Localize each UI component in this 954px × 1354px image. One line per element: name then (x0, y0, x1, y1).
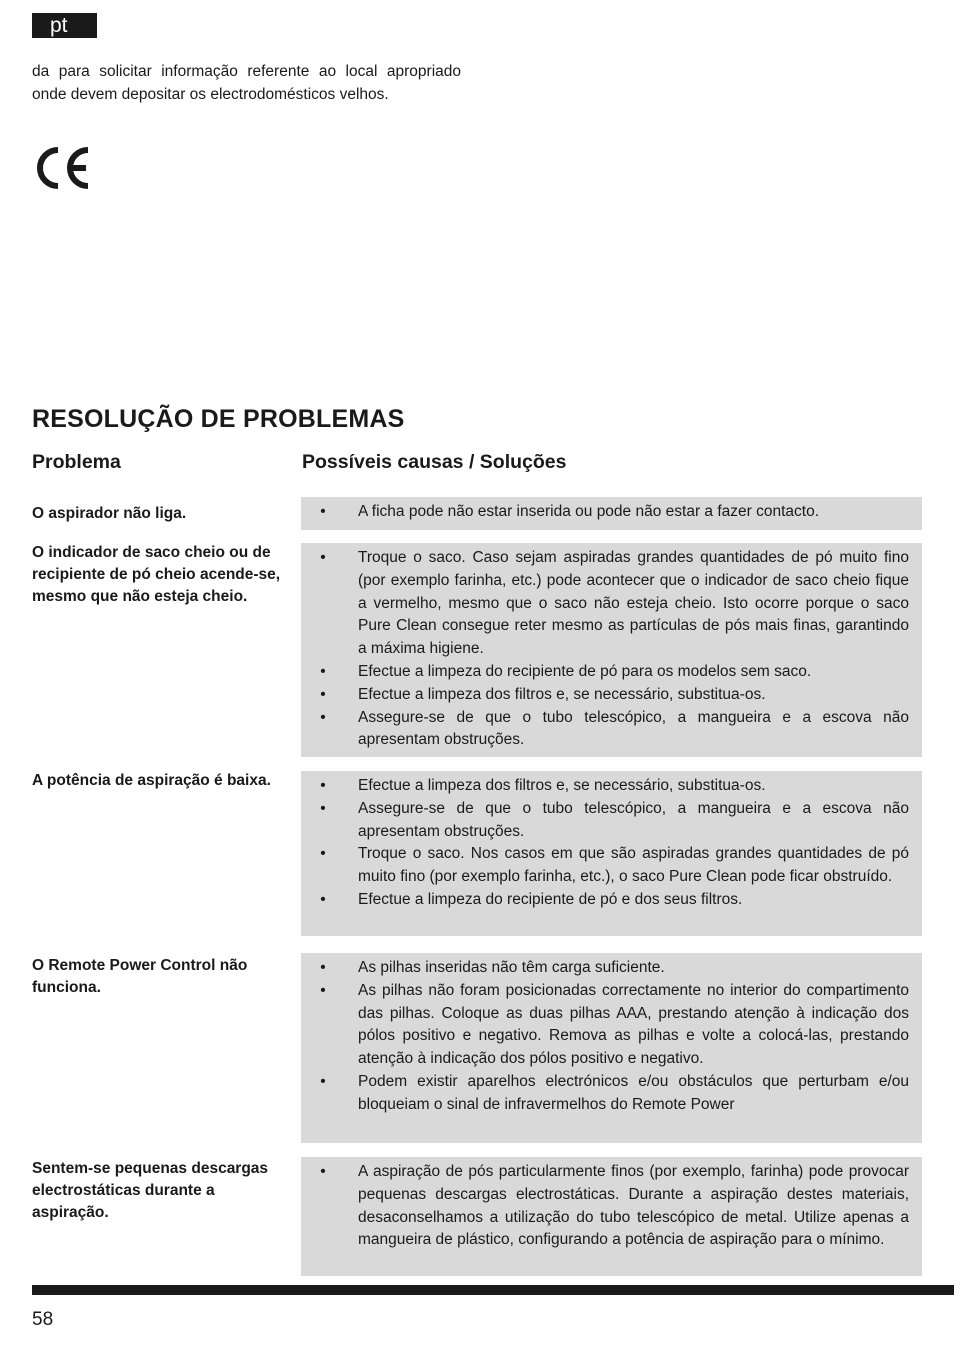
solution-item: • Troque o saco. Caso sejam aspiradas grandes quantidades de pó muito fino (por exemplo farinha, etc.) pode acontecer que o indicador de saco cheio fique a vermelho, mesmo que o saco não esteja cheio. Isto ocorre porque o saco Pure Clean consegue reter mesmo as partículas de pós mais finas, garantindo a máxima higiene. (301, 547, 909, 661)
problem-text: A potência de aspiração é baixa. (32, 772, 271, 789)
solution-item: • Troque o saco. Nos casos em que são aspiradas grandes quantidades de pó muito fino (por exemplo farinha, etc.), o saco Pure Clean pode ficar obstruído. (301, 843, 909, 889)
solution-box (301, 771, 922, 936)
bullet-icon: • (320, 1163, 326, 1180)
solution-box (301, 543, 922, 757)
bullet-icon: • (320, 685, 326, 703)
bullet-icon: • (320, 708, 326, 726)
intro-paragraph: da para solicitar informação referente ao local apropriado onde devem depositar os electrodomésticos velhos. (32, 63, 461, 103)
solution-item: • Efectue a limpeza dos filtros e, se necessário, substitua-os. (301, 775, 909, 798)
bullet-icon: • (320, 959, 326, 976)
problem-text: Sentem-se pequenas descargas electrostáticas durante a aspiração. (32, 1160, 269, 1221)
footer-rule (32, 1285, 954, 1295)
solution-item: • As pilhas inseridas não têm carga suficiente. (301, 957, 909, 980)
language-tag: pt (32, 13, 97, 38)
solution-item: • Assegure-se de que o tubo telescópico, a mangueira e a escova não apresentam obstruções. (301, 798, 909, 844)
bullet-icon: • (320, 1072, 326, 1090)
ce-mark-icon (32, 146, 92, 190)
solution-item: • Efectue a limpeza do recipiente de pó para os modelos sem saco. (301, 661, 909, 684)
bullet-icon: • (320, 503, 326, 520)
bullet-icon: • (320, 662, 326, 680)
bullet-icon: • (320, 799, 326, 817)
problem-text: O Remote Power Control não funciona. (32, 957, 248, 996)
column-header-problem: Problema (32, 451, 121, 473)
solution-item: • Podem existir aparelhos electrónicos e/ou obstáculos que perturbam e/ou bloqueiam o sinal de infravermelhos do Remote Power (301, 1071, 909, 1117)
bullet-icon: • (320, 890, 326, 908)
solution-box (301, 1157, 922, 1276)
problem-text: O aspirador não liga. (32, 505, 187, 522)
bullet-icon: • (320, 981, 326, 999)
solution-item: • Assegure-se de que o tubo telescópico, a mangueira e a escova não apresentam obstruções. (301, 707, 909, 753)
column-header-causes: Possíveis causas / Soluções (302, 451, 567, 473)
solution-box (301, 497, 922, 530)
solution-box (301, 953, 922, 1143)
solution-item: • Efectue a limpeza dos filtros e, se necessário, substitua-os. (301, 684, 909, 707)
solution-item: • Efectue a limpeza do recipiente de pó e dos seus filtros. (301, 889, 909, 912)
solution-item: • A aspiração de pós particularmente finos (por exemplo, farinha) pode provocar pequenas descargas electrostáticas. Durante a aspiração destes materiais, desaconselhamos a utilização do tubo telescópico de metal. Utilize apenas a mangueira de plástico, configurando a potência de aspiração para o mínimo. (301, 1161, 909, 1252)
bullet-icon: • (320, 777, 326, 794)
page-number: 58 (32, 1309, 54, 1330)
bullet-icon: • (320, 549, 326, 566)
solution-item: • As pilhas não foram posicionadas correctamente no interior do compartimento das pilhas. Coloque as duas pilhas AAA, prestando atenção à indicação dos pólos positivo e negativo. Remova as pilhas e volte a colocá-las, prestando atenção à indicação dos pólos positivo e negativo. (301, 980, 909, 1071)
problem-text: O indicador de saco cheio ou de recipiente de pó cheio acende-se, mesmo que não esteja cheio. (32, 544, 281, 605)
section-title: RESOLUÇÃO DE PROBLEMAS (32, 405, 405, 433)
solution-item: • A ficha pode não estar inserida ou pode não estar a fazer contacto. (301, 501, 909, 524)
bullet-icon: • (320, 845, 326, 863)
